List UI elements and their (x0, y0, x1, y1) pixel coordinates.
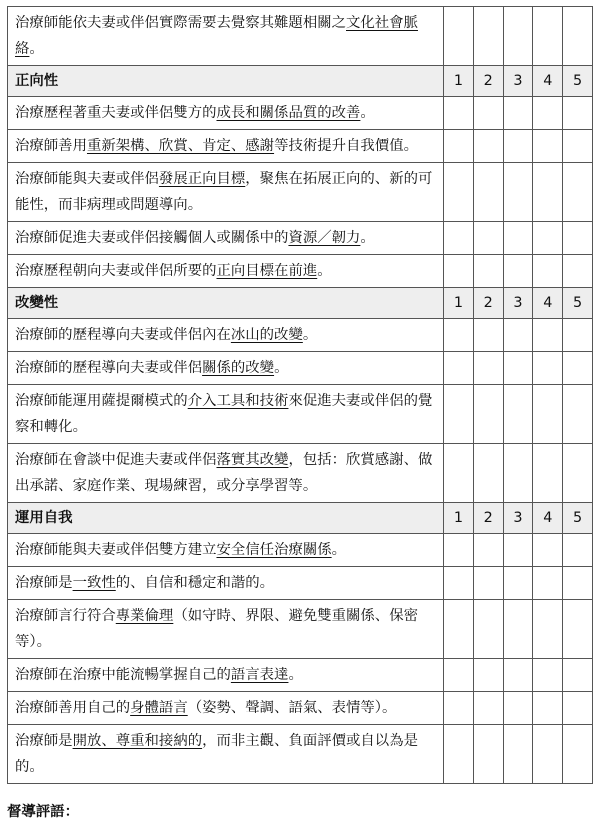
rating-cell-4[interactable] (533, 222, 563, 255)
key-phrase: 資源／韌力 (288, 230, 361, 246)
criterion-text-part: 治療師在治療中能流暢掌握自己的 (15, 667, 231, 683)
score-label-4: 4 (533, 288, 563, 319)
criterion-text-part: 治療師是 (15, 575, 73, 591)
score-label-2: 2 (473, 66, 503, 97)
score-label-5: 5 (563, 288, 593, 319)
rating-cell-4[interactable] (533, 319, 563, 352)
criterion-row (8, 97, 593, 130)
criterion-text-part: 治療師促進夫妻或伴侶接觸個人或關係中的 (15, 230, 289, 246)
rating-cell-1[interactable] (444, 534, 474, 567)
rating-cell-1[interactable] (444, 692, 474, 725)
rating-cell-5[interactable] (563, 385, 593, 444)
rating-cell-1[interactable] (444, 130, 474, 163)
rating-cell-2[interactable] (473, 319, 503, 352)
rating-cell-5[interactable] (563, 692, 593, 725)
section-header-row (8, 66, 593, 97)
criterion-text (8, 725, 444, 784)
key-phrase: 介入工具和技術 (187, 393, 289, 409)
criterion-text (8, 130, 444, 163)
rating-cell-5[interactable] (563, 567, 593, 600)
section-title: 正向性 (8, 66, 444, 97)
criterion-row (8, 567, 593, 600)
criterion-text-part: 治療師的歷程導向夫妻或伴侶 (15, 360, 203, 376)
criterion-text-part: 。 (331, 542, 347, 558)
rating-cell-5[interactable] (563, 130, 593, 163)
rating-cell-2[interactable] (473, 567, 503, 600)
supervisor-comment-label: 督導評語： (7, 804, 79, 820)
criterion-text (8, 319, 444, 352)
rating-cell-5[interactable] (563, 444, 593, 503)
key-phrase: 專業倫理 (115, 608, 174, 624)
rating-cell-5[interactable] (563, 222, 593, 255)
criterion-row (8, 130, 593, 163)
rating-cell-3[interactable] (503, 659, 533, 692)
criterion-text-part: （姿勢、聲調、語氣、表情等）。 (187, 700, 397, 716)
criterion-text-part: 的、自信和穩定和諧的。 (115, 575, 275, 591)
rating-cell-4[interactable] (533, 352, 563, 385)
score-label-1: 1 (444, 288, 474, 319)
section-header-row (8, 288, 593, 319)
criterion-text (8, 567, 444, 600)
rating-cell-4[interactable] (533, 163, 563, 222)
rating-cell-4[interactable] (533, 7, 563, 66)
criterion-text (8, 255, 444, 288)
rating-cell-1[interactable] (444, 255, 474, 288)
rating-cell-2[interactable] (473, 163, 503, 222)
rating-cell-5[interactable] (563, 319, 593, 352)
rating-cell-1[interactable] (444, 352, 474, 385)
rating-cell-2[interactable] (473, 7, 503, 66)
rating-cell-2[interactable] (473, 130, 503, 163)
rating-cell-1[interactable] (444, 600, 474, 659)
criterion-row (8, 659, 593, 692)
criterion-text-part: 治療師能與夫妻或伴侶 (15, 171, 159, 187)
rating-cell-4[interactable] (533, 444, 563, 503)
rating-cell-3[interactable] (503, 385, 533, 444)
rating-cell-5[interactable] (563, 352, 593, 385)
rating-cell-5[interactable] (563, 163, 593, 222)
rating-cell-1[interactable] (444, 222, 474, 255)
rating-cell-2[interactable] (473, 352, 503, 385)
rating-cell-1[interactable] (444, 7, 474, 66)
rating-cell-3[interactable] (503, 567, 533, 600)
rating-cell-2[interactable] (473, 97, 503, 130)
rating-cell-4[interactable] (533, 255, 563, 288)
key-phrase: 安全信任治療關係 (216, 542, 332, 558)
criterion-text-part: 。 (302, 327, 318, 343)
criterion-text-part: 。 (29, 41, 44, 57)
rating-cell-3[interactable] (503, 319, 533, 352)
criterion-text-part: ，而非主觀、負面評價或自以為是的。 (15, 733, 418, 775)
rating-cell-2[interactable] (473, 659, 503, 692)
rating-cell-4[interactable] (533, 692, 563, 725)
score-label-3: 3 (503, 288, 533, 319)
key-phrase: 成長和關係品質的改善 (216, 105, 361, 121)
rating-cell-4[interactable] (533, 97, 563, 130)
criterion-text (8, 692, 444, 725)
score-label-5: 5 (563, 503, 593, 534)
score-label-3: 3 (503, 503, 533, 534)
rating-cell-4[interactable] (533, 725, 563, 784)
score-label-1: 1 (444, 66, 474, 97)
key-phrase: 落實其改變 (216, 452, 289, 468)
rating-cell-2[interactable] (473, 534, 503, 567)
criterion-row (8, 385, 593, 444)
rating-cell-5[interactable] (563, 600, 593, 659)
key-phrase: 身體語言 (130, 700, 188, 716)
score-label-4: 4 (533, 503, 563, 534)
rating-cell-4[interactable] (533, 659, 563, 692)
criterion-text (8, 7, 444, 66)
criterion-text (8, 600, 444, 659)
criterion-text (8, 222, 444, 255)
criterion-text-part: 治療師能與夫妻或伴侶雙方建立 (15, 542, 217, 558)
rating-cell-2[interactable] (473, 385, 503, 444)
rating-cell-2[interactable] (473, 444, 503, 503)
key-phrase: 開放、尊重和接納的 (72, 733, 203, 749)
criterion-text (8, 534, 444, 567)
criterion-text-part: 來促進夫妻或伴侶的覺察和轉化。 (15, 393, 433, 435)
criterion-text-part: 治療師在會談中促進夫妻或伴侶 (15, 452, 217, 468)
key-phrase: 冰山的改變 (230, 327, 303, 343)
criterion-text (8, 352, 444, 385)
rating-cell-2[interactable] (473, 692, 503, 725)
rating-cell-3[interactable] (503, 600, 533, 659)
criterion-text-part: 。 (360, 105, 375, 121)
criterion-text-part: 。 (274, 360, 289, 376)
criterion-row (8, 444, 593, 503)
criterion-text-part: 治療師善用 (15, 138, 87, 154)
rating-cell-4[interactable] (533, 600, 563, 659)
rating-cell-1[interactable] (444, 97, 474, 130)
rating-cell-4[interactable] (533, 130, 563, 163)
score-label-1: 1 (444, 503, 474, 534)
rating-cell-3[interactable] (503, 130, 533, 163)
rating-cell-1[interactable] (444, 725, 474, 784)
rating-cell-5[interactable] (563, 725, 593, 784)
rating-cell-3[interactable] (503, 725, 533, 784)
rating-cell-3[interactable] (503, 163, 533, 222)
rating-cell-5[interactable] (563, 97, 593, 130)
criterion-row (8, 319, 593, 352)
criterion-text-part: 治療歷程著重夫妻或伴侶雙方的 (15, 105, 217, 121)
criterion-text (8, 659, 444, 692)
evaluation-table (7, 6, 593, 784)
rating-cell-5[interactable] (563, 659, 593, 692)
criterion-row (8, 534, 593, 567)
criterion-text-part: 治療師能依夫妻或伴侶實際需要去覺察其難題相關之 (15, 15, 346, 31)
criterion-row (8, 692, 593, 725)
key-phrase: 一致性 (72, 575, 116, 591)
criterion-row (8, 352, 593, 385)
criterion-text-part: 等技術提升自我價值。 (274, 138, 418, 154)
criterion-row (8, 222, 593, 255)
criterion-text (8, 385, 444, 444)
rating-cell-3[interactable] (503, 222, 533, 255)
rating-cell-3[interactable] (503, 692, 533, 725)
score-label-2: 2 (473, 288, 503, 319)
rating-cell-1[interactable] (444, 659, 474, 692)
score-label-3: 3 (503, 66, 533, 97)
rating-cell-3[interactable] (503, 7, 533, 66)
rating-cell-4[interactable] (533, 567, 563, 600)
key-phrase: 發展正向目標 (158, 171, 246, 187)
criterion-text-part: ，包括：欣賞感謝、做出承諾、家庭作業、現場練習，或分享學習等。 (15, 452, 433, 494)
rating-cell-1[interactable] (444, 567, 474, 600)
criterion-text-part: 治療師是 (15, 733, 73, 749)
criterion-text-part: 治療師能運用薩提爾模式的 (15, 393, 188, 409)
criterion-row (8, 163, 593, 222)
rating-cell-3[interactable] (503, 352, 533, 385)
rating-cell-1[interactable] (444, 444, 474, 503)
criterion-text-part: 治療歷程朝向夫妻或伴侶所要的 (15, 263, 217, 279)
criterion-text-part: 治療師善用自己的 (15, 700, 131, 716)
key-phrase: 文化社會脈絡 (15, 15, 418, 57)
criterion-text-part: （如守時、界限、避免雙重關係、保密等）。 (15, 608, 418, 650)
key-phrase: 關係的改變 (202, 360, 275, 376)
rating-cell-5[interactable] (563, 255, 593, 288)
criterion-text (8, 97, 444, 130)
rating-cell-4[interactable] (533, 534, 563, 567)
criterion-text-part: 治療師言行符合 (15, 608, 116, 624)
criterion-text (8, 444, 444, 503)
section-title: 運用自我 (8, 503, 444, 534)
rating-cell-1[interactable] (444, 385, 474, 444)
criterion-text-part: ，聚焦在拓展正向的、新的可能性，而非病理或問題導向。 (15, 171, 433, 213)
rating-cell-3[interactable] (503, 534, 533, 567)
score-label-4: 4 (533, 66, 563, 97)
criterion-text (8, 163, 444, 222)
criterion-text-part: 。 (317, 263, 332, 279)
rating-cell-3[interactable] (503, 255, 533, 288)
rating-cell-4[interactable] (533, 385, 563, 444)
rating-cell-5[interactable] (563, 534, 593, 567)
rating-cell-2[interactable] (473, 255, 503, 288)
rating-cell-2[interactable] (473, 600, 503, 659)
section-header-row (8, 503, 593, 534)
criterion-row (8, 7, 593, 66)
section-title: 改變性 (8, 288, 444, 319)
criterion-row (8, 600, 593, 659)
criterion-text-part: 。 (288, 667, 303, 683)
key-phrase: 重新架構、欣賞、肯定、感謝 (86, 138, 275, 154)
score-label-2: 2 (473, 503, 503, 534)
rating-cell-1[interactable] (444, 163, 474, 222)
rating-cell-3[interactable] (503, 444, 533, 503)
criterion-text-part: 治療師的歷程導向夫妻或伴侶內在 (15, 327, 231, 343)
rating-cell-3[interactable] (503, 97, 533, 130)
criterion-row (8, 255, 593, 288)
score-label-5: 5 (563, 66, 593, 97)
criterion-text-part: 。 (360, 230, 375, 246)
criterion-row (8, 725, 593, 784)
key-phrase: 語言表達 (230, 667, 289, 683)
key-phrase: 正向目標在前進 (216, 263, 318, 279)
rating-cell-2[interactable] (473, 725, 503, 784)
rating-cell-1[interactable] (444, 319, 474, 352)
rating-cell-5[interactable] (563, 7, 593, 66)
rating-cell-2[interactable] (473, 222, 503, 255)
